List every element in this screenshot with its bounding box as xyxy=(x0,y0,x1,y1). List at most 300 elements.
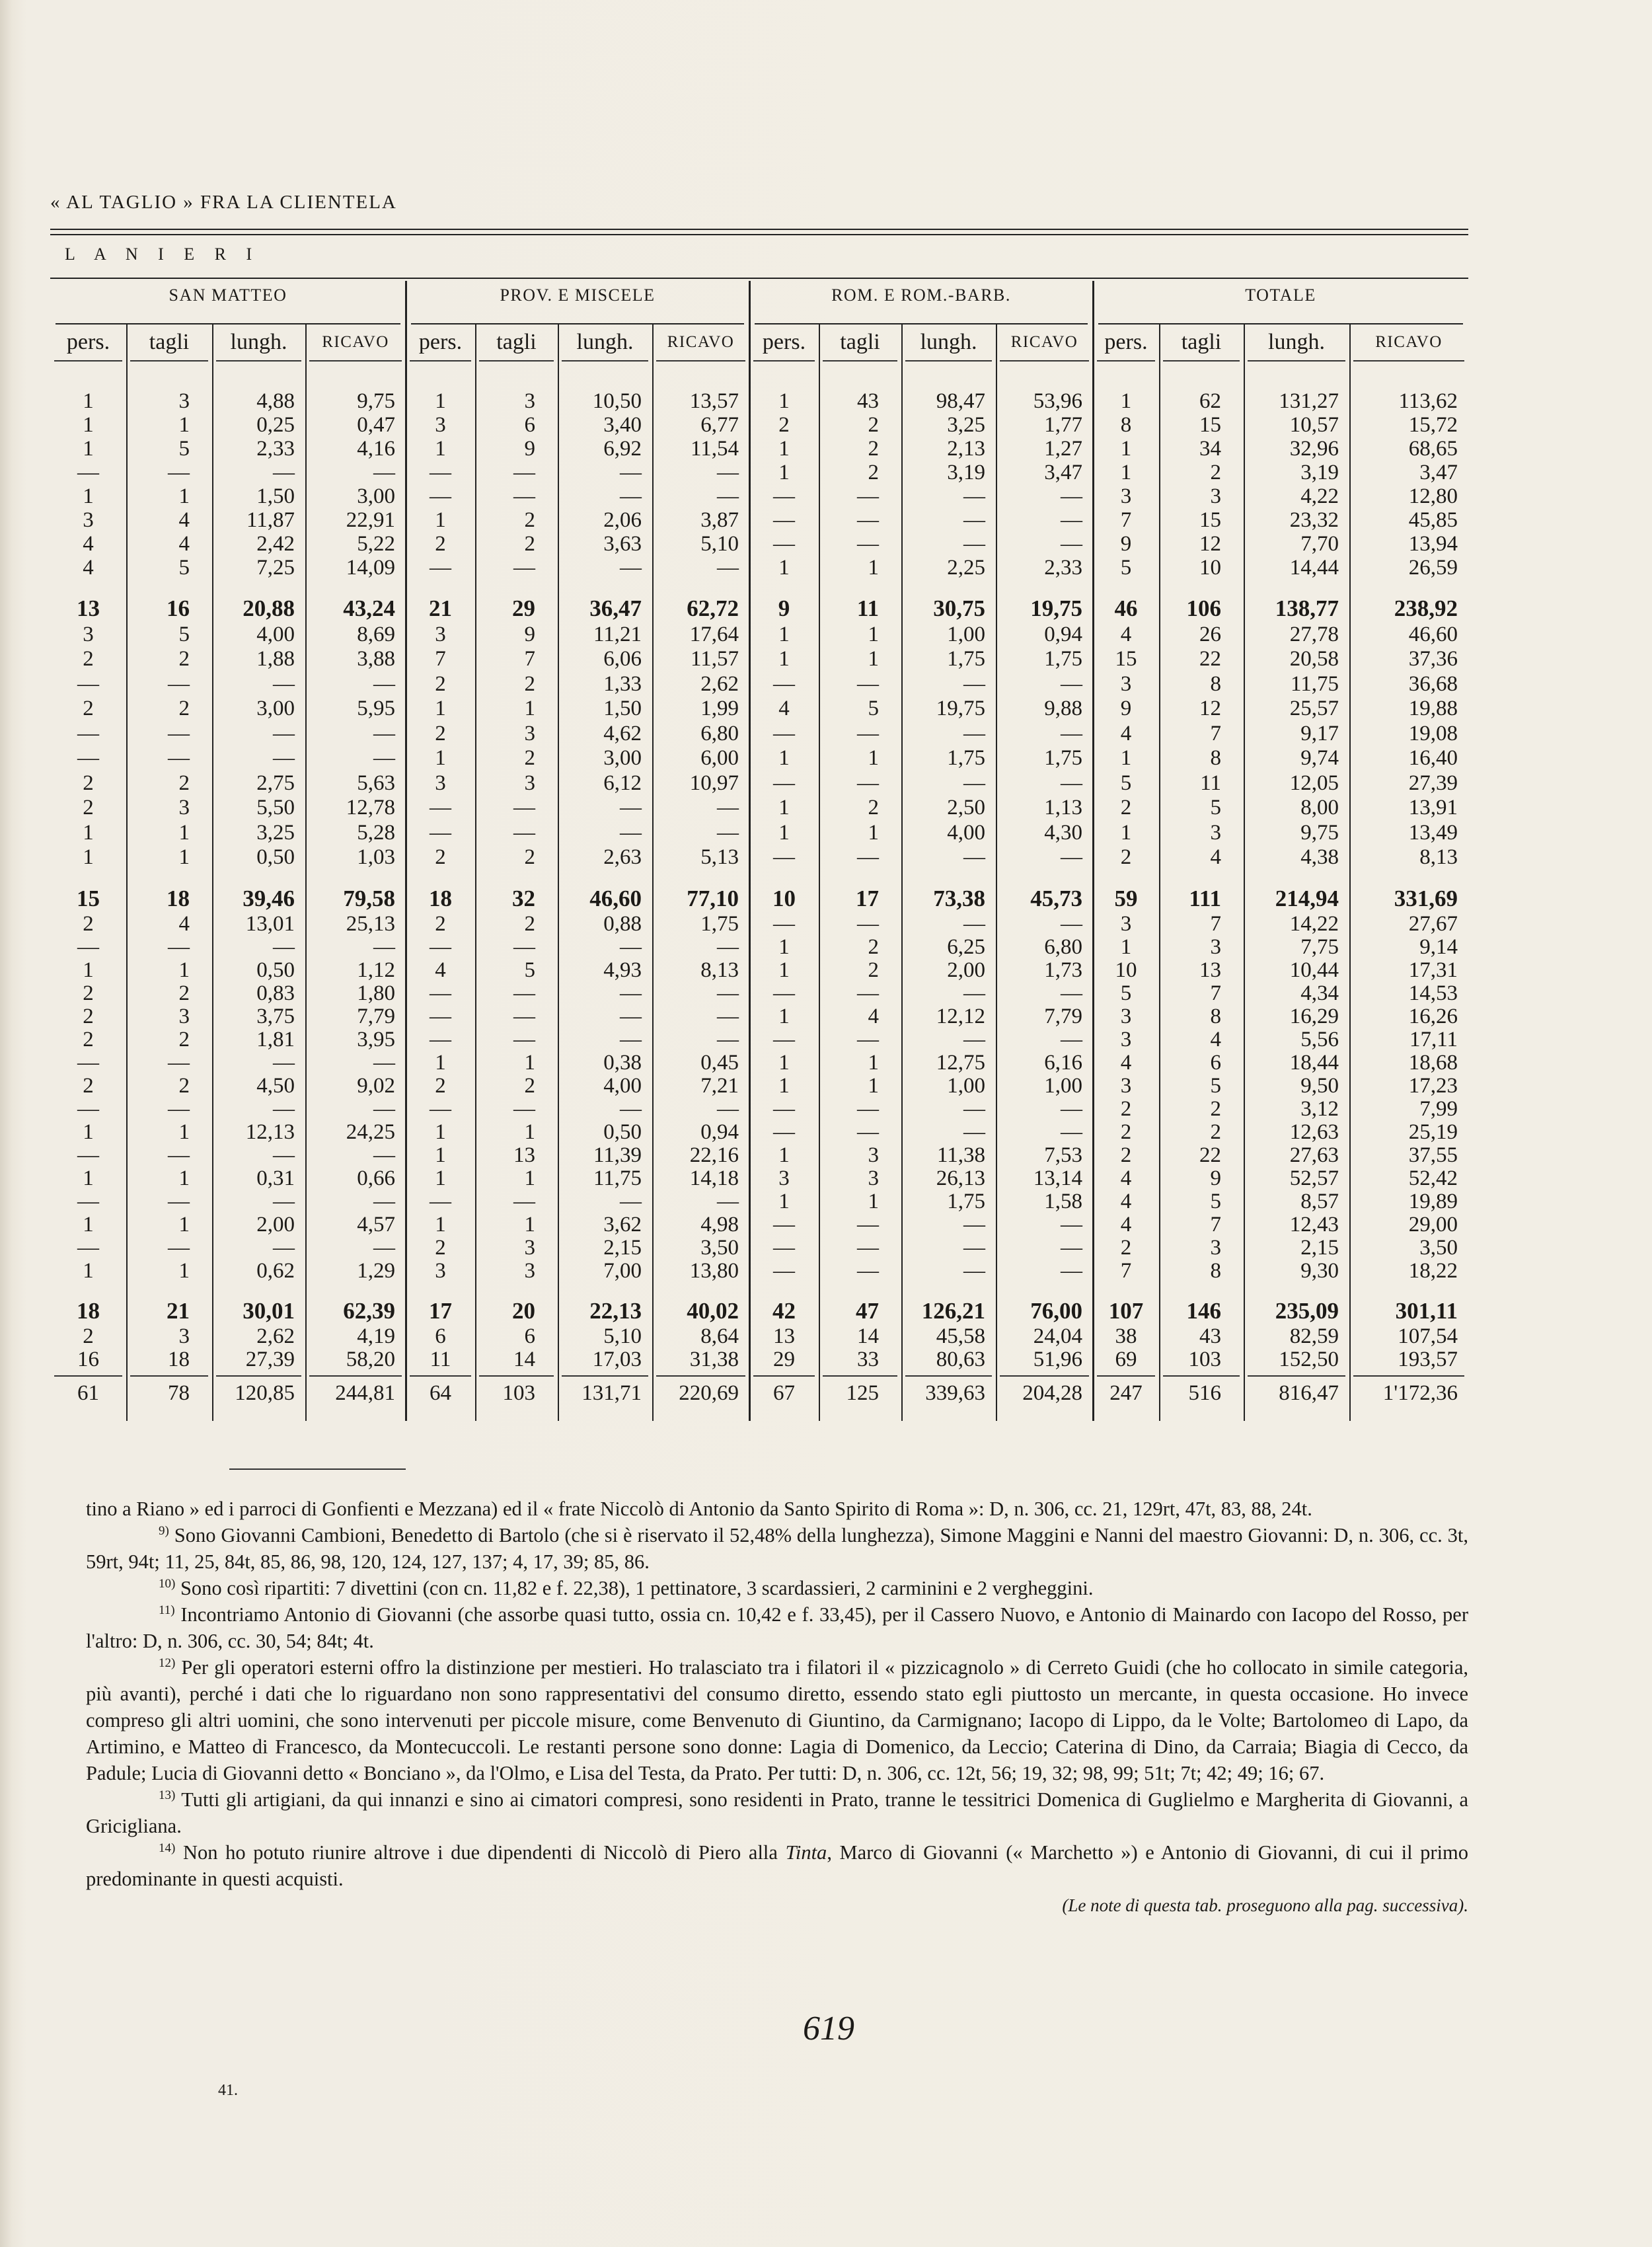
table-cell: 9 xyxy=(524,622,535,646)
table-cell: — xyxy=(717,981,739,1005)
table-row xyxy=(50,935,1468,958)
table-cell: — xyxy=(620,796,642,820)
table-cell: 6,25 xyxy=(947,934,985,959)
table-cell: 2 xyxy=(178,1073,190,1098)
table-cell: — xyxy=(430,1096,451,1121)
table-cell: 1,75 xyxy=(947,1189,985,1213)
table-cell: — xyxy=(1061,771,1082,795)
table-cell: — xyxy=(430,820,451,845)
table-cell: 3 xyxy=(524,1258,535,1283)
table-cell: 17,64 xyxy=(689,622,739,646)
summary-row xyxy=(50,1348,1468,1371)
table-cell: 4 xyxy=(178,911,190,936)
footnote-13 xyxy=(86,1786,1468,1839)
column-header-lungh: lungh. xyxy=(1268,330,1325,354)
table-cell: — xyxy=(963,1212,985,1237)
column-header-tagli: tagli xyxy=(1181,330,1222,354)
table-cell: 1 xyxy=(868,647,879,671)
table-cell: 17,03 xyxy=(592,1347,642,1371)
table-cell: 4 xyxy=(1120,1166,1132,1190)
table-row xyxy=(50,1120,1468,1143)
rule-segment xyxy=(54,1375,122,1377)
table-cell: — xyxy=(857,1096,879,1121)
table-cell: 18,22 xyxy=(1408,1258,1458,1283)
table-cell: 13,01 xyxy=(245,911,295,936)
table-cell: — xyxy=(77,461,99,484)
table-cell: — xyxy=(430,981,451,1005)
table-cell: 107 xyxy=(1108,1298,1144,1324)
table-cell: 2,75 xyxy=(256,771,295,795)
table-cell: 43 xyxy=(857,389,879,413)
table-cell: 1,88 xyxy=(256,647,295,671)
header-double-rule-bottom xyxy=(50,234,1468,235)
table-cell: 15 xyxy=(1199,508,1221,532)
table-cell: 4 xyxy=(778,697,790,721)
table-cell: 8,00 xyxy=(1300,796,1339,820)
table-cell: — xyxy=(963,671,985,696)
table-cell: — xyxy=(77,1096,99,1121)
table-cell: 82,59 xyxy=(1289,1324,1339,1348)
table-cell: 1 xyxy=(524,1050,535,1075)
table-cell: 4 xyxy=(1120,1189,1132,1213)
table-cell: 7,99 xyxy=(1419,1096,1458,1121)
table-cell: 1 xyxy=(1120,746,1132,771)
table-cell: 45,73 xyxy=(1030,886,1082,911)
table-cell: 32 xyxy=(512,886,535,911)
table-cell: 4 xyxy=(1210,1027,1221,1051)
footnote-9 xyxy=(86,1522,1468,1575)
table-cell: — xyxy=(273,1143,295,1167)
column-header-lungh: lungh. xyxy=(576,330,634,354)
table-cell: 7 xyxy=(435,647,446,671)
table-cell: 2 xyxy=(435,671,446,696)
table-cell: 8 xyxy=(1210,1258,1221,1283)
table-cell: 106 xyxy=(1186,595,1221,621)
table-cell: 1 xyxy=(435,1050,446,1075)
table-cell: 6,12 xyxy=(603,771,642,795)
table-cell: 80,63 xyxy=(936,1347,985,1371)
group-header: SAN MATTEO xyxy=(169,286,287,305)
table-cell: — xyxy=(1061,981,1082,1005)
table-cell: 131,71 xyxy=(582,1381,642,1405)
table-cell: — xyxy=(373,746,395,771)
table-cell: 1 xyxy=(435,1212,446,1237)
table-cell: 1,29 xyxy=(357,1258,395,1283)
table-cell: 68,65 xyxy=(1408,437,1458,461)
table-cell: 3 xyxy=(178,389,190,413)
table-cell: 27,39 xyxy=(245,1347,295,1371)
group-header-rule xyxy=(56,323,400,324)
table-cell: 3 xyxy=(435,622,446,646)
table-cell: 1,13 xyxy=(1044,796,1082,820)
table-cell: 5 xyxy=(178,622,190,646)
column-header-rule xyxy=(656,360,745,362)
table-cell: 9,88 xyxy=(1044,697,1082,721)
table-cell: 1 xyxy=(524,1166,535,1190)
table-cell: — xyxy=(373,1050,395,1075)
table-cell: 5 xyxy=(1210,1189,1221,1213)
table-cell: 3 xyxy=(435,1258,446,1283)
table-cell: 1 xyxy=(435,437,446,461)
table-cell: — xyxy=(430,1189,451,1213)
table-cell: 20 xyxy=(512,1298,535,1324)
table-cell: — xyxy=(513,820,535,845)
table-cell: 11 xyxy=(1200,771,1221,795)
table-cell: — xyxy=(620,461,642,484)
table-cell: — xyxy=(773,508,795,532)
table-cell: 2 xyxy=(1120,1120,1132,1144)
rule-segment xyxy=(1097,1375,1155,1377)
table-cell: 1 xyxy=(178,484,190,508)
table-cell: 1 xyxy=(1120,934,1132,959)
table-cell: — xyxy=(513,1096,535,1121)
footnote-text: , Marco di Giovanni (« Marchetto ») e Antonio di Giovanni, di cui il primo predominante in questi acquisti. xyxy=(86,1841,1469,1890)
table-cell: 8,13 xyxy=(700,958,739,982)
table-cell: 2 xyxy=(868,796,879,820)
table-cell: 1,00 xyxy=(947,1073,985,1098)
table-cell: 3,19 xyxy=(1300,461,1339,484)
table-cell: 2 xyxy=(524,671,535,696)
table-cell: 2 xyxy=(868,461,879,484)
table-cell: 2 xyxy=(435,721,446,745)
table-row xyxy=(50,1236,1468,1259)
table-cell: 247 xyxy=(1109,1381,1143,1405)
table-cell: 1,77 xyxy=(1044,413,1082,437)
table-cell: 1,75 xyxy=(1044,746,1082,771)
table-cell: 5 xyxy=(1210,796,1221,820)
table-cell: 11 xyxy=(430,1347,451,1371)
table-cell: 37,55 xyxy=(1408,1143,1458,1167)
table-cell: — xyxy=(273,461,295,484)
table-cell: 1 xyxy=(178,1166,190,1190)
table-cell: 1 xyxy=(524,697,535,721)
table-cell: 19,75 xyxy=(936,697,985,721)
table-cell: 16,29 xyxy=(1289,1004,1339,1028)
column-header-rule xyxy=(1097,360,1155,362)
table-cell: 1 xyxy=(435,1120,446,1144)
table-cell: 43 xyxy=(1199,1324,1221,1348)
table-row xyxy=(50,671,1468,697)
table-cell: 42 xyxy=(772,1298,796,1324)
table-cell: 4,98 xyxy=(700,1212,739,1237)
table-cell: 2 xyxy=(1210,461,1221,484)
table-cell: 13,80 xyxy=(689,1258,739,1283)
table-cell: 12,80 xyxy=(1408,484,1458,508)
table-cell: 5 xyxy=(1120,981,1132,1005)
table-cell: 27,63 xyxy=(1289,1143,1339,1167)
table-cell: — xyxy=(77,1050,99,1075)
table-cell: — xyxy=(857,721,879,745)
column-header-rule xyxy=(479,360,554,362)
table-row xyxy=(50,484,1468,508)
table-cell: 214,94 xyxy=(1275,886,1339,911)
table-cell: 29 xyxy=(773,1347,795,1371)
table-cell: 1 xyxy=(178,845,190,870)
table-cell: 1 xyxy=(778,647,790,671)
table-cell: 4,00 xyxy=(603,1073,642,1098)
table-cell: 14,18 xyxy=(689,1166,739,1190)
table-cell: — xyxy=(373,1096,395,1121)
table-cell: 1 xyxy=(1120,389,1132,413)
table-cell: 2 xyxy=(1210,1096,1221,1121)
column-header-tagli: tagli xyxy=(496,330,537,354)
table-cell: — xyxy=(1061,1258,1082,1283)
table-cell: 2 xyxy=(524,746,535,771)
table-cell: — xyxy=(513,1189,535,1213)
table-cell: — xyxy=(773,1096,795,1121)
table-cell: — xyxy=(773,1235,795,1260)
table-cell: 125 xyxy=(846,1381,879,1405)
rule-segment xyxy=(905,1375,992,1377)
table-cell: 1 xyxy=(83,484,94,508)
table-cell: 30,01 xyxy=(243,1298,295,1324)
table-cell: 0,94 xyxy=(1044,622,1082,646)
table-cell: 6 xyxy=(524,413,535,437)
table-cell: 17,31 xyxy=(1408,958,1458,982)
table-cell: 2 xyxy=(435,1073,446,1098)
table-cell: 2,00 xyxy=(947,958,985,982)
table-cell: 2 xyxy=(83,697,94,721)
table-cell: 4 xyxy=(1120,721,1132,745)
table-cell: 67 xyxy=(773,1381,795,1405)
table-cell: 3 xyxy=(524,771,535,795)
table-cell: — xyxy=(857,911,879,936)
table-cell: 3 xyxy=(1210,484,1221,508)
table-cell: — xyxy=(77,1143,99,1167)
table-cell: 17 xyxy=(429,1298,452,1324)
table-cell: 2 xyxy=(524,1073,535,1098)
table-cell: 13,94 xyxy=(1408,532,1458,556)
rule-segment xyxy=(1353,1375,1464,1377)
table-cell: 4,16 xyxy=(357,437,395,461)
table-cell: 1 xyxy=(178,1120,190,1144)
table-cell: — xyxy=(168,1096,190,1121)
table-cell: 4,22 xyxy=(1300,484,1339,508)
table-row xyxy=(50,508,1468,532)
table-cell: — xyxy=(963,981,985,1005)
table-cell: 58,20 xyxy=(346,1347,395,1371)
table-cell: 0,50 xyxy=(256,958,295,982)
table-cell: 1 xyxy=(435,1166,446,1190)
table-cell: 0,94 xyxy=(700,1120,739,1144)
table-cell: 64 xyxy=(430,1381,451,1405)
table-cell: 3 xyxy=(778,1166,790,1190)
table-cell: 1 xyxy=(83,958,94,982)
table-cell: 19,89 xyxy=(1408,1189,1458,1213)
table-cell: 2 xyxy=(778,413,790,437)
table-cell: 7 xyxy=(1210,1212,1221,1237)
table-cell: 6,16 xyxy=(1044,1050,1082,1075)
subtotal-row xyxy=(50,886,1468,912)
section-gap xyxy=(50,580,1468,595)
rule-segment xyxy=(1248,1375,1345,1377)
column-header-rule xyxy=(562,360,648,362)
column-header-pers: pers. xyxy=(66,330,110,354)
table-cell: 8,64 xyxy=(700,1324,739,1348)
table-row xyxy=(50,721,1468,746)
table-cell: 1 xyxy=(83,1258,94,1283)
table-cell: 12,63 xyxy=(1289,1120,1339,1144)
section-gap xyxy=(50,870,1468,886)
table-cell: 4,50 xyxy=(256,1073,295,1098)
table-cell: 1 xyxy=(868,1073,879,1098)
table-cell: 331,69 xyxy=(1394,886,1458,911)
footnote-marker: $^{14}$ ) xyxy=(159,1841,175,1855)
table-cell: 2,33 xyxy=(1044,556,1082,580)
table-cell: 1,73 xyxy=(1044,958,1082,982)
table-cell: 5,63 xyxy=(357,771,395,795)
table-cell: 69 xyxy=(1115,1347,1137,1371)
table-cell: 4,57 xyxy=(357,1212,395,1237)
table-cell: 18,44 xyxy=(1289,1050,1339,1075)
table-cell: 17 xyxy=(856,886,879,911)
table-cell: — xyxy=(168,721,190,745)
table-cell: 11,75 xyxy=(593,1166,642,1190)
table-cell: 2 xyxy=(1120,796,1132,820)
table-cell: — xyxy=(620,981,642,1005)
footnote-text: Sono così ripartiti: 7 divettini (con cn. 11,82 e f. 22,38), 1 pettinatore, 3 scardassieri, 2 carminini e 2 vergheggini. xyxy=(180,1577,1094,1599)
table-cell: 131,27 xyxy=(1279,389,1339,413)
table-row xyxy=(50,1166,1468,1190)
table-cell: — xyxy=(857,671,879,696)
table-cell: 7 xyxy=(1120,508,1132,532)
rule-segment xyxy=(753,1375,815,1377)
column-header-rule xyxy=(1000,360,1089,362)
table-cell: 2 xyxy=(83,796,94,820)
table-cell: 5,50 xyxy=(256,796,295,820)
table-cell: 244,81 xyxy=(335,1381,395,1405)
column-header-rule xyxy=(753,360,815,362)
table-cell: 1 xyxy=(778,1073,790,1098)
table-cell: 12,13 xyxy=(245,1120,295,1144)
table-cell: 0,88 xyxy=(603,911,642,936)
footnote-marker: $^{10}$ ) xyxy=(159,1577,175,1591)
table-cell: 2 xyxy=(83,981,94,1005)
table-cell: 2,00 xyxy=(256,1212,295,1237)
table-cell: 1 xyxy=(524,1120,535,1144)
table-cell: 5 xyxy=(1120,771,1132,795)
footnote-divider xyxy=(229,1468,406,1470)
table-cell: 3 xyxy=(83,508,94,532)
table-cell: — xyxy=(77,1189,99,1213)
table-cell: 13 xyxy=(1199,958,1221,982)
table-cell: 9,75 xyxy=(357,389,395,413)
table-cell: — xyxy=(273,721,295,745)
table-cell: 8 xyxy=(1210,746,1221,771)
table-cell: 98,47 xyxy=(936,389,985,413)
rule-segment xyxy=(309,1375,402,1377)
signature-mark: 41. xyxy=(218,2082,238,2099)
table-cell: 7 xyxy=(1210,911,1221,936)
table-cell: — xyxy=(620,556,642,580)
table-cell: 4,19 xyxy=(357,1324,395,1348)
table-cell: 13 xyxy=(513,1143,535,1167)
table-row xyxy=(50,981,1468,1005)
table-row xyxy=(50,647,1468,672)
table-cell: 59 xyxy=(1114,886,1138,911)
table-cell: — xyxy=(717,1096,739,1121)
table-cell: 3,12 xyxy=(1300,1096,1339,1121)
column-header-rule xyxy=(1353,360,1464,362)
group-header-rule xyxy=(411,323,744,324)
table-row xyxy=(50,413,1468,437)
table-cell: 4,38 xyxy=(1300,845,1339,870)
table-cell: — xyxy=(773,1212,795,1237)
table-row xyxy=(50,556,1468,580)
table-cell: 0,25 xyxy=(256,413,295,437)
table-row xyxy=(50,958,1468,981)
table-row xyxy=(50,1097,1468,1120)
table-cell: 1 xyxy=(778,461,790,484)
table-cell: 7 xyxy=(524,647,535,671)
table-cell: 3 xyxy=(1120,484,1132,508)
column-header-ricavo: RICAVO xyxy=(1010,333,1078,351)
table-cell: 6,06 xyxy=(603,647,642,671)
table-cell: 4,62 xyxy=(603,721,642,745)
table-cell: 2,25 xyxy=(947,556,985,580)
table-cell: 2,06 xyxy=(603,508,642,532)
table-cell: 1 xyxy=(778,958,790,982)
table-cell: 1 xyxy=(178,413,190,437)
table-cell: 9,50 xyxy=(1300,1073,1339,1098)
footnote-14 xyxy=(86,1839,1468,1892)
table-cell: 2 xyxy=(435,911,446,936)
table-cell: 27,78 xyxy=(1289,622,1339,646)
table-cell: 14,53 xyxy=(1408,981,1458,1005)
table-cell: 2,63 xyxy=(603,845,642,870)
table-cell: 1 xyxy=(178,958,190,982)
table-cell: 19,08 xyxy=(1408,721,1458,745)
table-cell: 1,75 xyxy=(947,647,985,671)
table-cell: 2 xyxy=(524,845,535,870)
table-cell: 8,57 xyxy=(1300,1189,1339,1213)
table-cell: 4 xyxy=(435,958,446,982)
table-cell: 126,21 xyxy=(921,1298,985,1324)
table-cell: 5,56 xyxy=(1300,1027,1339,1051)
table-cell: 0,66 xyxy=(357,1166,395,1190)
table-cell: 14 xyxy=(857,1324,879,1348)
table-cell: 21 xyxy=(167,1298,190,1324)
footnote-text: Tutti gli artigiani, da qui innanzi e sino ai cimatori compresi, sono residenti in Prato, tranne le tessitrici Domenica di Guglielmo e Margherita di Giovanni, a Gricigliana. xyxy=(86,1788,1468,1837)
column-header-ricavo: RICAVO xyxy=(1375,333,1443,351)
table-cell: — xyxy=(1061,1096,1082,1121)
table-cell: — xyxy=(773,484,795,508)
table-cell: — xyxy=(963,1027,985,1051)
table-cell: 1 xyxy=(83,845,94,870)
table-cell: 3 xyxy=(868,1166,879,1190)
column-header-tagli: tagli xyxy=(840,330,880,354)
table-cell: 0,47 xyxy=(357,413,395,437)
table-cell: 5 xyxy=(868,697,879,721)
table-cell: 7 xyxy=(1210,721,1221,745)
table-cell: — xyxy=(168,1235,190,1260)
table-cell: 22 xyxy=(1199,1143,1221,1167)
table-cell: 3 xyxy=(524,1235,535,1260)
table-cell: 1 xyxy=(435,746,446,771)
table-cell: — xyxy=(773,671,795,696)
table-cell: 10,50 xyxy=(592,389,642,413)
table-cell: 2 xyxy=(83,771,94,795)
table-row xyxy=(50,1143,1468,1166)
table-cell: 1 xyxy=(778,622,790,646)
table-cell: 20,58 xyxy=(1289,647,1339,671)
table-row xyxy=(50,771,1468,796)
table-cell: 4,93 xyxy=(603,958,642,982)
table-cell: 11 xyxy=(856,595,879,621)
table-cell: 2 xyxy=(83,647,94,671)
table-cell: 16,26 xyxy=(1408,1004,1458,1028)
table-cell: 77,10 xyxy=(687,886,739,911)
